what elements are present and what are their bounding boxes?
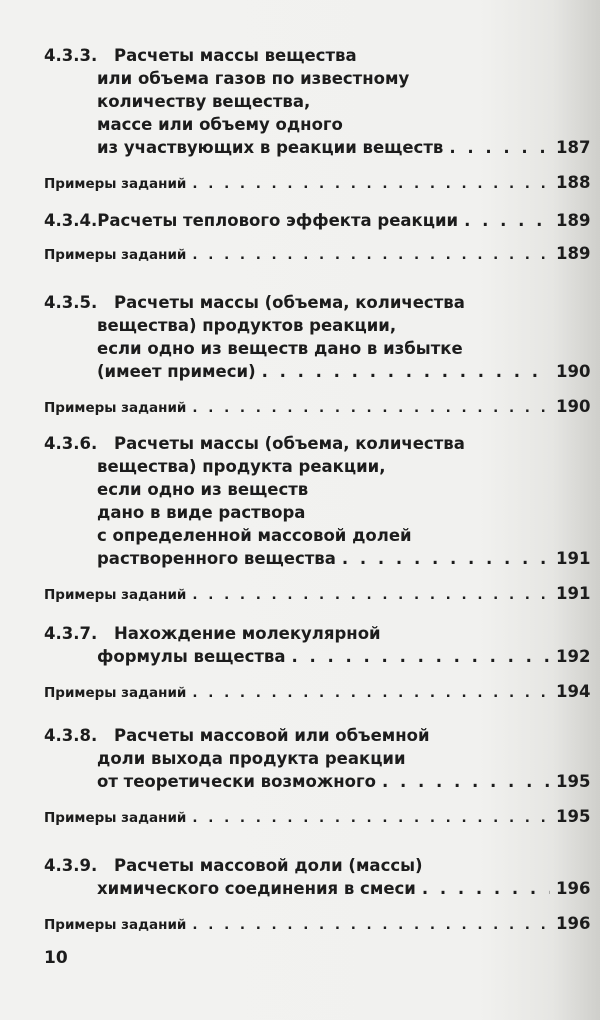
examples-page-ref: 196 [556, 914, 591, 933]
toc-entry [44, 291, 591, 418]
dot-leader [192, 915, 550, 935]
page-ref: 189 [556, 211, 591, 230]
examples-label: Примеры заданий [44, 810, 187, 826]
toc-entry [44, 209, 591, 265]
section-number: 4.3.8. [44, 726, 98, 745]
heading-line: Нахождение молекулярной [114, 624, 381, 643]
toc-entry [44, 44, 591, 194]
dot-leader [262, 360, 550, 383]
examples-page-ref: 189 [556, 244, 591, 263]
heading-line: химического соединения в смеси [97, 879, 416, 898]
examples-row [44, 807, 591, 828]
page-ref: 190 [556, 362, 591, 381]
examples-label: Примеры заданий [44, 587, 187, 603]
dot-leader [342, 547, 550, 570]
heading-line: Расчеты массовой или объемной [114, 726, 430, 745]
heading-line: растворенного вещества [97, 549, 336, 568]
toc-heading [44, 209, 591, 232]
examples-label: Примеры заданий [44, 685, 187, 701]
section-number: 4.3.6. [44, 434, 98, 453]
heading-line: (имеет примеси) [97, 362, 256, 381]
dot-leader [464, 209, 550, 232]
dot-leader [422, 877, 550, 900]
toc-heading [44, 724, 591, 793]
heading-line: Расчеты массы (объема, количества [114, 434, 465, 453]
heading-line: Расчеты массы (объема, количества [114, 293, 465, 312]
toc-heading [44, 291, 591, 383]
examples-label: Примеры заданий [44, 917, 187, 933]
heading-line: Расчеты массовой доли (массы) [114, 856, 423, 875]
examples-page-ref: 190 [556, 397, 591, 416]
heading-line: Расчеты массы вещества [114, 46, 357, 65]
page-ref: 187 [556, 138, 591, 157]
heading-line: формулы вещества [97, 647, 286, 666]
heading-line: вещества) продукта реакции, [97, 457, 386, 476]
heading-line: массе или объему одного [97, 115, 343, 134]
page-ref: 196 [556, 879, 591, 898]
examples-label: Примеры заданий [44, 176, 187, 192]
section-number: 4.3.4. [44, 211, 98, 230]
section-number: 4.3.7. [44, 624, 98, 643]
heading-line: или объема газов по известному [97, 69, 410, 88]
examples-row [44, 397, 591, 418]
dot-leader [449, 136, 550, 159]
section-number: 4.3.9. [44, 856, 98, 875]
dot-leader [192, 174, 550, 194]
examples-row [44, 914, 591, 935]
section-number: 4.3.3. [44, 46, 98, 65]
dot-leader [292, 645, 551, 668]
section-number: 4.3.5. [44, 293, 98, 312]
dot-leader [192, 245, 550, 265]
dot-leader [192, 683, 550, 703]
toc-entry [44, 432, 591, 605]
heading-line: если одно из веществ [97, 480, 309, 499]
examples-label: Примеры заданий [44, 247, 187, 263]
page-ref: 192 [556, 647, 591, 666]
dot-leader [382, 770, 550, 793]
examples-row [44, 173, 591, 194]
page-ref: 195 [556, 772, 591, 791]
examples-row [44, 682, 591, 703]
heading-line: доли выхода продукта реакции [97, 749, 406, 768]
examples-page-ref: 194 [556, 682, 591, 701]
toc-heading [44, 44, 591, 159]
heading-line: если одно из веществ дано в избытке [97, 339, 463, 358]
dot-leader [192, 585, 550, 605]
dot-leader [192, 808, 550, 828]
examples-page-ref: 191 [556, 584, 591, 603]
examples-page-ref: 195 [556, 807, 591, 826]
page-ref: 191 [556, 549, 591, 568]
toc-heading [44, 622, 591, 668]
page-number: 10 [44, 948, 68, 968]
toc-entry [44, 854, 591, 935]
toc-heading [44, 432, 591, 570]
heading-line: Расчеты теплового эффекта реакции [97, 211, 459, 230]
examples-label: Примеры заданий [44, 400, 187, 416]
heading-line: из участвующих в реакции веществ [97, 138, 444, 157]
heading-line: дано в виде раствора [97, 503, 306, 522]
heading-line: от теоретически возможного [97, 772, 376, 791]
heading-line: с определенной массовой долей [97, 526, 412, 545]
toc-heading [44, 854, 591, 900]
dot-leader [192, 398, 550, 418]
examples-row [44, 584, 591, 605]
toc-entry [44, 622, 591, 703]
examples-row [44, 244, 591, 265]
heading-line: количеству вещества, [97, 92, 311, 111]
heading-line: вещества) продуктов реакции, [97, 316, 397, 335]
examples-page-ref: 188 [556, 173, 591, 192]
toc-entry [44, 724, 591, 828]
